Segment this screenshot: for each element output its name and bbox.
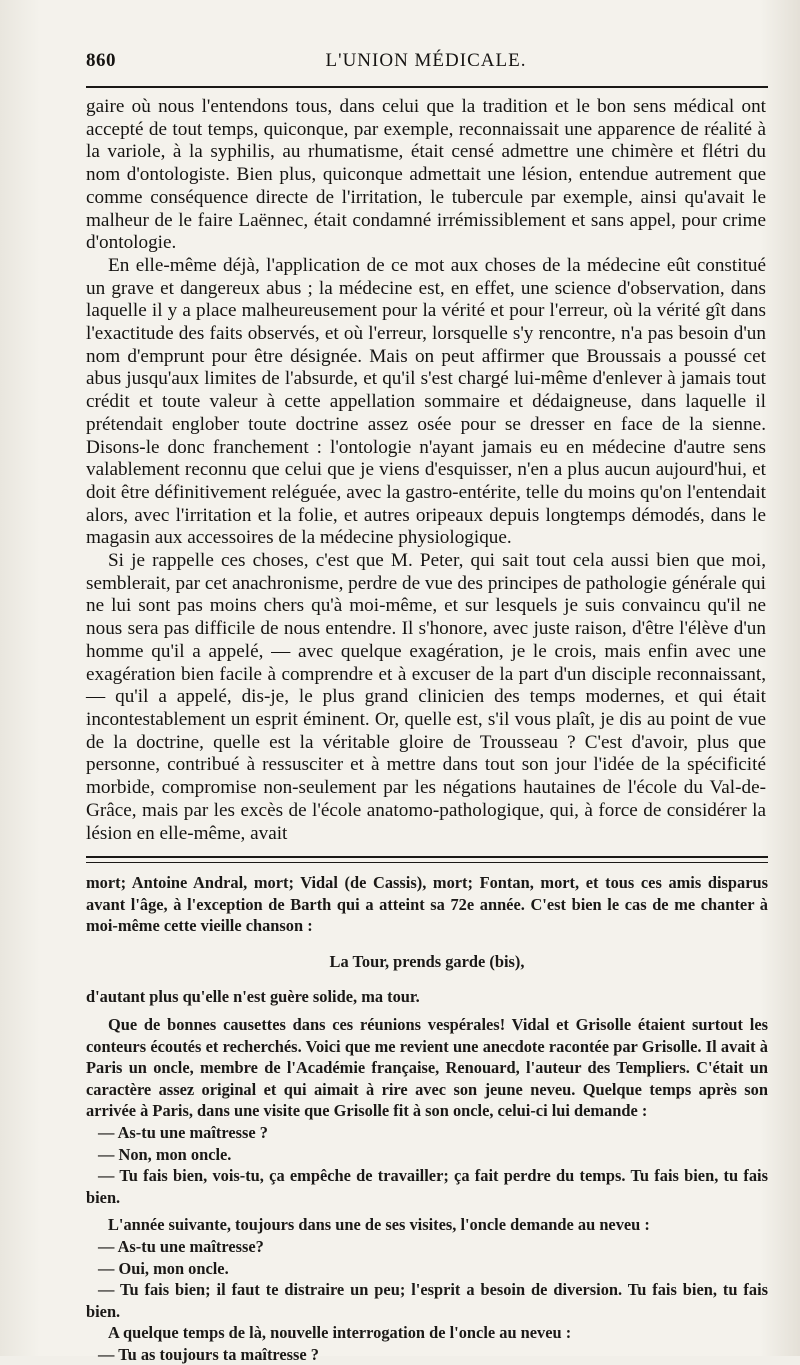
main-body-text — [86, 96, 766, 845]
body-paragraph: En elle-même déjà, l'application de ce mot aux choses de la médecine eût constitué un grave et dangereux abus ; la médecine est, en effet, une science d'observation, dans laquelle il y a place malheureusement pour la vérité et pour l'erreur, où la vérité gît dans l'exactitude des faits observés, et où l'erreur, lorsquelle s'y rencontre, n'a pas besoin d'un nom d'emprunt pour être désignée. Mais on peut affirmer que Broussais a poussé cet abus jusqu'aux limites de l'absurde, et qu'il s'est chargé lui-même d'enlever à jamais tout crédit et toute valeur à cette appellation sommaire et dédaigneuse, dans laquelle il prétendait englober toute doctrine assez osée pour se dresser en face de la sienne. Disons-le donc franchement : l'ontologie n'ayant jamais eu en médecine d'autre sens valablement reconnu que celui que je viens d'esquisser, n'en a plus aucun aujourd'hui, et doit être définitivement reléguée, avec la gastro-entérite, telle du moins qu'on l'entendait alors, avec l'irritation et la folie, et autres oripeaux depuis longtemps démodés, dans le magasin aux accessoires de la médecine physiologique. — [86, 254, 766, 549]
dialog-line: — Non, mon oncle. — [98, 1144, 232, 1164]
footnote-paragraph: d'autant plus qu'elle n'est guère solide, ma tour. — [86, 987, 420, 1007]
dialog-line: — As-tu une maîtresse ? — [98, 1122, 268, 1142]
body-paragraph: gaire où nous l'entendons tous, dans celui que la tradition et le bon sens médical ont accepté de tout temps, quiconque, par exemple, reconnaissait une apparence de réalité à la variole, à la syphilis, au rhumatisme, était censé admettre une chimère et flétri du nom d'ontologiste. Bien plus, quiconque admettait une lésion, entendue autrement que comme conséquence directe de l'irritation, le tubercule par exemple, ainsi qu'avait le malheur de le faire Laënnec, était condamné irrémissiblement et sans appel, pour crime d'ontologie. — [86, 96, 766, 254]
dialog-line: — Tu fais bien, vois-tu, ça empêche de travailler; ça fait perdre du temps. Tu fais bien, tu fais bien. — [86, 1166, 768, 1207]
footnote-paragraph: A quelque temps de là, nouvelle interrogation de l'oncle au neveu : — [108, 1323, 572, 1343]
dialog-line: — As-tu une maîtresse? — [98, 1236, 264, 1256]
header-rule — [86, 86, 768, 88]
song-verse: La Tour, prends garde (bis), — [329, 951, 525, 971]
footnote-separator — [86, 856, 768, 863]
page-header — [86, 50, 766, 80]
dialog-line: — Tu as toujours ta maîtresse ? — [98, 1344, 319, 1364]
footnote — [86, 872, 768, 1365]
running-title: L'UNION MÉDICALE. — [325, 50, 527, 71]
footnote-paragraph: mort; Antoine Andral, mort; Vidal (de Cassis), mort; Fontan, mort, et tous ces amis disparus avant l'âge, à l'exception de Barth qui a atteint sa 72e année. C'est bien le cas de me chanter à moi-même cette vieille chanson : — [86, 873, 768, 936]
dialog-line: — Oui, mon oncle. — [98, 1258, 229, 1278]
footnote-paragraph: Que de bonnes causettes dans ces réunions vespérales! Vidal et Grisolle étaient surtout les conteurs écoutés et recherchés. Voici que me revient une anecdote racontée par Grisolle. Il avait à Paris un oncle, membre de l'Académie française, Renouard, l'auteur des Templiers. C'était un caractère assez original et qui aimait à rire avec son jeune neveu. Quelque temps après son arrivée à Paris, dans une visite que Grisolle fit à son oncle, celui-ci lui demande : — [86, 1014, 768, 1121]
body-paragraph: Si je rappelle ces choses, c'est que M. Peter, qui sait tout cela aussi bien que moi, semblerait, par cet anachronisme, perdre de vue des principes de pathologie générale qui ne lui sont pas moins chers qu'à moi-même, et sur lesquels je suis convaincu qu'il ne nous sera pas difficile de nous entendre. Il s'honore, avec juste raison, d'être l'élève d'un homme qu'il a appelé, — avec quelque exagération, je le crois, mais enfin avec une exagération bien facile à comprendre et à excuser de la part d'un disciple reconnaissant, — qu'il a appelé, dis-je, le plus grand clinicien des temps modernes, et qui était incontestablement un esprit éminent. Or, quelle est, s'il vous plaît, je dis au point de vue de la doctrine, quelle est la véritable gloire de Trousseau ? C'est d'avoir, plus que personne, contribué à ressusciter et à mettre dans tout son jour l'idée de la spécificité morbide, compromise non-seulement par les négations hautaines de l'école du Val-de-Grâce, mais par les excès de l'école anatomo-pathologique, qui, à force de considérer la lésion en elle-même, avait — [86, 550, 766, 844]
footnote-paragraph: L'année suivante, toujours dans une de ses visites, l'oncle demande au neveu : — [108, 1215, 650, 1235]
page-number: 860 — [86, 50, 116, 71]
dialog-line: — Tu fais bien; il faut te distraire un peu; l'esprit a besoin de diversion. Tu fais bien, tu fais bien. — [86, 1280, 768, 1321]
